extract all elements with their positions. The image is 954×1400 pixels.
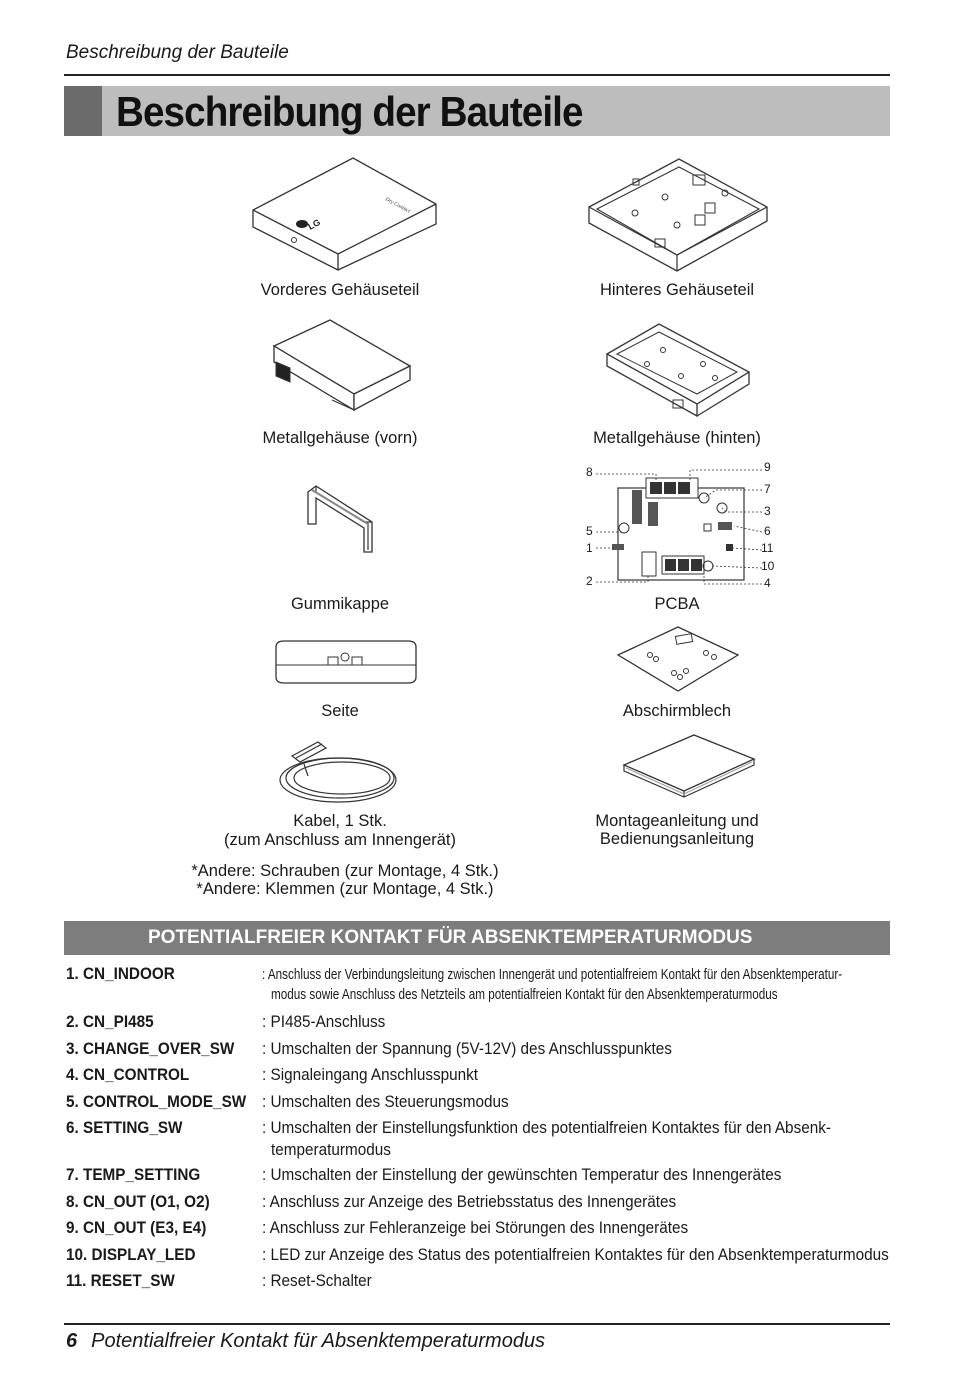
legend-key: 2. CN_PI485: [66, 1012, 154, 1031]
rear-case-illustration: [585, 155, 771, 275]
title-bar: [64, 86, 890, 136]
section-header: [64, 921, 890, 955]
pcb-label-3: 3: [764, 504, 771, 518]
front-case-illustration: [250, 152, 440, 274]
footer-rule: [64, 1323, 890, 1325]
legend-value: : Anschluss der Verbindungsleitung zwischen Innengerät und potentialfreiem Kontakt für den Absenktemperatur-: [262, 966, 843, 983]
caption-front-case: Vorderes Gehäuseteil: [260, 281, 420, 299]
legend-key: 9. CN_OUT (E3, E4): [66, 1218, 207, 1237]
caption-metal-front: Metallgehäuse (vorn): [262, 429, 418, 447]
caption-cable-line2: (zum Anschluss am Innengerät): [223, 831, 457, 849]
caption-cable-line1: Kabel, 1 Stk.: [293, 812, 387, 830]
title-accent: [64, 86, 102, 136]
pcb-label-1: 1: [586, 541, 593, 555]
legend-key: 4. CN_CONTROL: [66, 1065, 190, 1084]
metal-rear-illustration: [603, 320, 753, 420]
pcb-label-2: 2: [586, 574, 593, 588]
caption-metal-rear: Metallgehäuse (hinten): [593, 429, 761, 447]
legend-key: 5. CONTROL_MODE_SW: [66, 1092, 247, 1111]
legend-key: 11. RESET_SW: [66, 1271, 175, 1290]
page-title: Beschreibung der Bauteile: [116, 88, 583, 135]
note-screws: *Andere: Schrauben (zur Montage, 4 Stk.): [191, 862, 499, 880]
cable-illustration: [278, 736, 413, 804]
note-clamps: *Andere: Klemmen (zur Montage, 4 Stk.): [196, 880, 494, 898]
pcb-label-6: 6: [764, 524, 771, 538]
pcba-illustration: [586, 462, 776, 592]
section-title: POTENTIALFREIER KONTAKT FÜR ABSENKTEMPERATURMODUS: [148, 927, 753, 948]
legend-value: : Umschalten der Einstellungsfunktion des potentialfreien Kontaktes für den Absenk-: [262, 1118, 831, 1137]
pcb-label-10: 10: [761, 559, 775, 573]
page-number: 6: [66, 1330, 78, 1352]
caption-pcba: PCBA: [654, 595, 700, 613]
caption-side: Seite: [321, 702, 359, 720]
caption-rubber-cap: Gummikappe: [290, 595, 390, 613]
pcb-label-8: 8: [586, 465, 593, 479]
pcb-label-5: 5: [586, 524, 593, 538]
legend-value: : Umschalten der Einstellung der gewünschten Temperatur des Innengerätes: [262, 1165, 782, 1184]
pcb-label-9: 9: [764, 460, 771, 474]
side-illustration: [272, 637, 420, 685]
rubber-cap-illustration: [302, 484, 377, 556]
dry-contact-text: Dry Contact: [384, 196, 412, 215]
pcb-label-11: 11: [761, 541, 774, 555]
caption-manual-line1: Montageanleitung und: [595, 812, 759, 830]
shield-illustration: [616, 625, 740, 695]
legend-value: : LED zur Anzeige des Status des potentialfreien Kontaktes für den Absenktemperaturmodus: [262, 1245, 889, 1264]
legend-key: 1. CN_INDOOR: [66, 964, 175, 983]
legend-value: : Signaleingang Anschlusspunkt: [262, 1065, 479, 1084]
legend-value: : Reset-Schalter: [262, 1271, 372, 1290]
legend-value: : Umschalten des Steuerungsmodus: [262, 1092, 509, 1111]
caption-rear-case: Hinteres Gehäuseteil: [599, 281, 755, 299]
caption-manual-line2: Bedienungsanleitung: [599, 830, 755, 848]
legend-value: : Anschluss zur Fehleranzeige bei Störungen des Innengerätes: [262, 1218, 689, 1237]
legend-value-cont: temperaturmodus: [271, 1140, 391, 1159]
header-rule: [64, 74, 890, 76]
legend-value: : PI485-Anschluss: [262, 1012, 386, 1031]
caption-shield: Abschirmblech: [622, 702, 732, 720]
page-footer: [66, 1330, 545, 1353]
legend-key: 6. SETTING_SW: [66, 1118, 183, 1137]
running-header: Beschreibung der Bauteile: [66, 42, 289, 63]
legend-key: 7. TEMP_SETTING: [66, 1165, 201, 1184]
metal-front-illustration: [270, 318, 415, 414]
pcb-label-4: 4: [764, 576, 771, 590]
legend-value: : Umschalten der Spannung (5V-12V) des Anschlusspunktes: [262, 1039, 672, 1058]
lg-logo-text: LG: [306, 217, 322, 232]
legend-key: 10. DISPLAY_LED: [66, 1245, 196, 1264]
legend-value: : Anschluss zur Anzeige des Betriebsstatus des Innengerätes: [262, 1192, 677, 1211]
legend-key: 8. CN_OUT (O1, O2): [66, 1192, 210, 1211]
manual-illustration: [622, 733, 756, 799]
legend-key: 3. CHANGE_OVER_SW: [66, 1039, 235, 1058]
footer-text: Potentialfreier Kontakt für Absenktemperaturmodus: [91, 1330, 546, 1352]
legend-value-cont: modus sowie Anschluss des Netzteils am potentialfreien Kontakt für den Absenktemperaturmodus: [271, 986, 778, 1003]
pcb-label-7: 7: [764, 482, 771, 496]
